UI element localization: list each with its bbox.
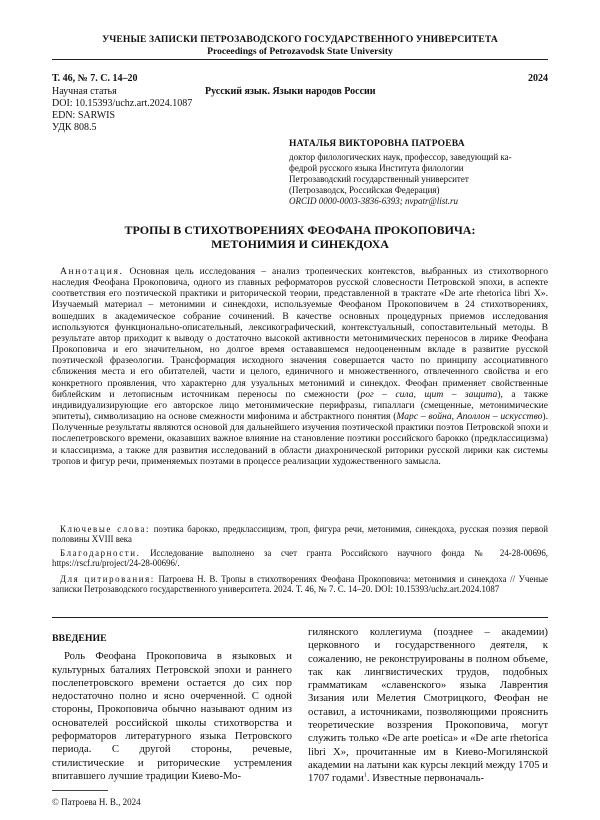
doi[interactable]: DOI: 10.15393/uchz.art.2024.1087 — [52, 98, 193, 109]
acknowledgments-text[interactable]: Исследование выполнено за счет гранта Российского научного фонда № 24-28-00696, https://rscf.ru/project/24-28-00696/. — [52, 548, 548, 569]
article-title — [52, 223, 548, 251]
acknowledgments — [52, 548, 548, 569]
intro-paragraph-right — [308, 626, 548, 786]
author-affiliation-1: доктор филологических наук, профессор, заведующий ка- — [289, 152, 512, 162]
intro-right-column — [308, 626, 548, 786]
acknowledgments-label: Благодарности. — [60, 548, 141, 558]
article-type: Научная статья — [52, 86, 117, 97]
volume-info: Т. 46, № 7. С. 14–20 — [52, 73, 138, 84]
keywords — [52, 524, 548, 545]
article-title-line-2: МЕТОНИМИЯ И СИНЕКДОХА — [211, 237, 389, 251]
keywords-text: поэтика барокко, предклассицизм, троп, фигура речи, метонимия, синекдоха, русская поэзия первой половины XVIII века — [52, 524, 549, 545]
intro-left-column — [52, 632, 292, 783]
author-affiliation-3: Петрозаводский государственный университет — [289, 174, 469, 184]
author-orcid[interactable]: ORCID 0000-0003-3836-6393; nvpatr@list.ru — [289, 196, 459, 206]
year: 2024 — [528, 73, 548, 84]
section-name: Русский язык. Языки народов России — [205, 86, 376, 97]
author-affiliation-2: федрой русского языка Института филологии — [289, 163, 464, 173]
citation-label: Для цитирования: — [60, 574, 155, 584]
body-rule — [52, 617, 548, 618]
copyright: © Патроева Н. В., 2024 — [52, 797, 141, 807]
abstract-text-a: Основная цель исследования – анализ тропеических контекстов, выбранных из стихотворного наследия Феофана Прокоповича, одного из главных реформаторов русской словесности Петровской эпохи, в аспекте соответствия его поэтической практики и риторической теории, представленной в трактате «De arte rhetorica libri X». Изучаемый материал – метонимии и синекдохи, используемые Феофаном Прокоповичем в 24 стихотворениях, вошедших в академическое собрание сочинений. В качестве основных процедурных приемов исследования используются функционально-описательный, лексикографический, контекстуальный, сопоставительный методы. В результате автор приходит к выводу о достаточно высокой активности метонимических переносов в лирике Феофана Прокоповича и его значительном, но долгое время остававшемся недооцененным вкладе в развитие русской поэтической фразеологии. Трансформация исходного значения совершается часто по принципу ассоциативного сближения места и его обитателей, части и целого, единичного и множественного, отвлеченного свойства и его конкретного проявления, что характерно для узуальных метонимий и синекдох. Феофан применяет свойственные библейским и летописным источникам переносы по смежности ( — [52, 266, 548, 400]
header-rule — [52, 59, 548, 60]
citation — [52, 574, 548, 595]
abstract-example-2: Марс – война, Аполлон – искусство — [396, 411, 543, 423]
abstract-example-1: рог – сила, щит – защита — [360, 388, 498, 400]
intro-right-text: гилянского коллегиума (позднее – академии) церковного и государственного деятеля, к сожалению, не реконструированы в полном объеме, так как лингвистических трудов, подобных грамматикам «славенского» языка Лаврентия Зизания или Мелетия Смотрицкого, Феофан не оставил, а источниками, позволяющими прояснить теоретические воззрения Прокоповича, могут служить только «De arte poetica» и «De arte rhetorica libri X», прочитанные им в Киево-Могилянской академии на латыни как курсы лекций между 1705 и 1707 годами — [308, 626, 548, 785]
abstract-text-c: ). Полученные результаты являются основой для дальнейшего изучения поэтической практики поэтов Петровской эпохи и послепетровского времени, оказавших важное влияние на становление поэтики российского барокко (предклассицизма) и классицизма, а также для развития исследований в области диахронической риторики русской лирики как системы тропов и фигур речи, применяемых поэтами в процессе реализации художественного замысла. — [52, 411, 549, 467]
intro-heading: ВВЕДЕНИЕ — [52, 633, 107, 644]
citation-text: Патроева Н. В. Тропы в стихотворениях Феофана Прокоповича: метонимия и синекдоха // Ученые записки Петрозаводского государственного университета. 2024. Т. 46, № 7. С. 14–20. DOI: 10.15393/uchz.art.2024.1087 — [52, 574, 548, 595]
intro-paragraph-left: Роль Феофана Прокоповича в языковых и культурных баталиях Петровской эпохи и раннего послепетровского времени остается до сих пор недостаточно полно и ясно очерченной. С одной стороны, Прокоповича обычно называют одним из основателей российской школы стихотворства и реформаторов литературного языка Петровского периода. С другой стороны, речевые, стилистические и риторические устремления впитавшего лучшие традиции Киево-Мо- — [52, 650, 292, 782]
keywords-label: Ключевые слова: — [60, 524, 151, 534]
author-name: НАТАЛЬЯ ВИКТОРОВНА ПАТРОЕВА — [289, 139, 465, 149]
edn: EDN: SARWIS — [52, 110, 116, 121]
abstract — [52, 266, 548, 467]
journal-title: УЧЕНЫЕ ЗАПИСКИ ПЕТРОЗАВОДСКОГО ГОСУДАРСТВЕННОГО УНИВЕРСИТЕТА — [102, 34, 498, 45]
author-affiliation-4: (Петрозаводск, Российская Федерация) — [289, 185, 440, 195]
footnote-rule — [52, 790, 108, 791]
intro-right-tail: . Известные первоначаль- — [366, 772, 485, 785]
article-title-line-1: ТРОПЫ В СТИХОТВОРЕНИЯХ ФЕОФАНА ПРОКОПОВИЧА: — [124, 223, 476, 237]
footnote-marker[interactable]: 1 — [363, 772, 367, 779]
author-block — [289, 139, 549, 207]
abstract-text-b: ), а также индивидуализирующие его авторское лицо метонимические перифразы, гипаллаги (смещенные, метонимические эпитеты), символизацию на основе смежности мифонима и абстрактного понятия ( — [52, 388, 548, 423]
journal-subtitle: Proceedings of Petrozavodsk State University — [207, 46, 393, 57]
udk: УДК 808.5 — [52, 122, 97, 133]
abstract-label: Аннотация. — [60, 266, 124, 277]
